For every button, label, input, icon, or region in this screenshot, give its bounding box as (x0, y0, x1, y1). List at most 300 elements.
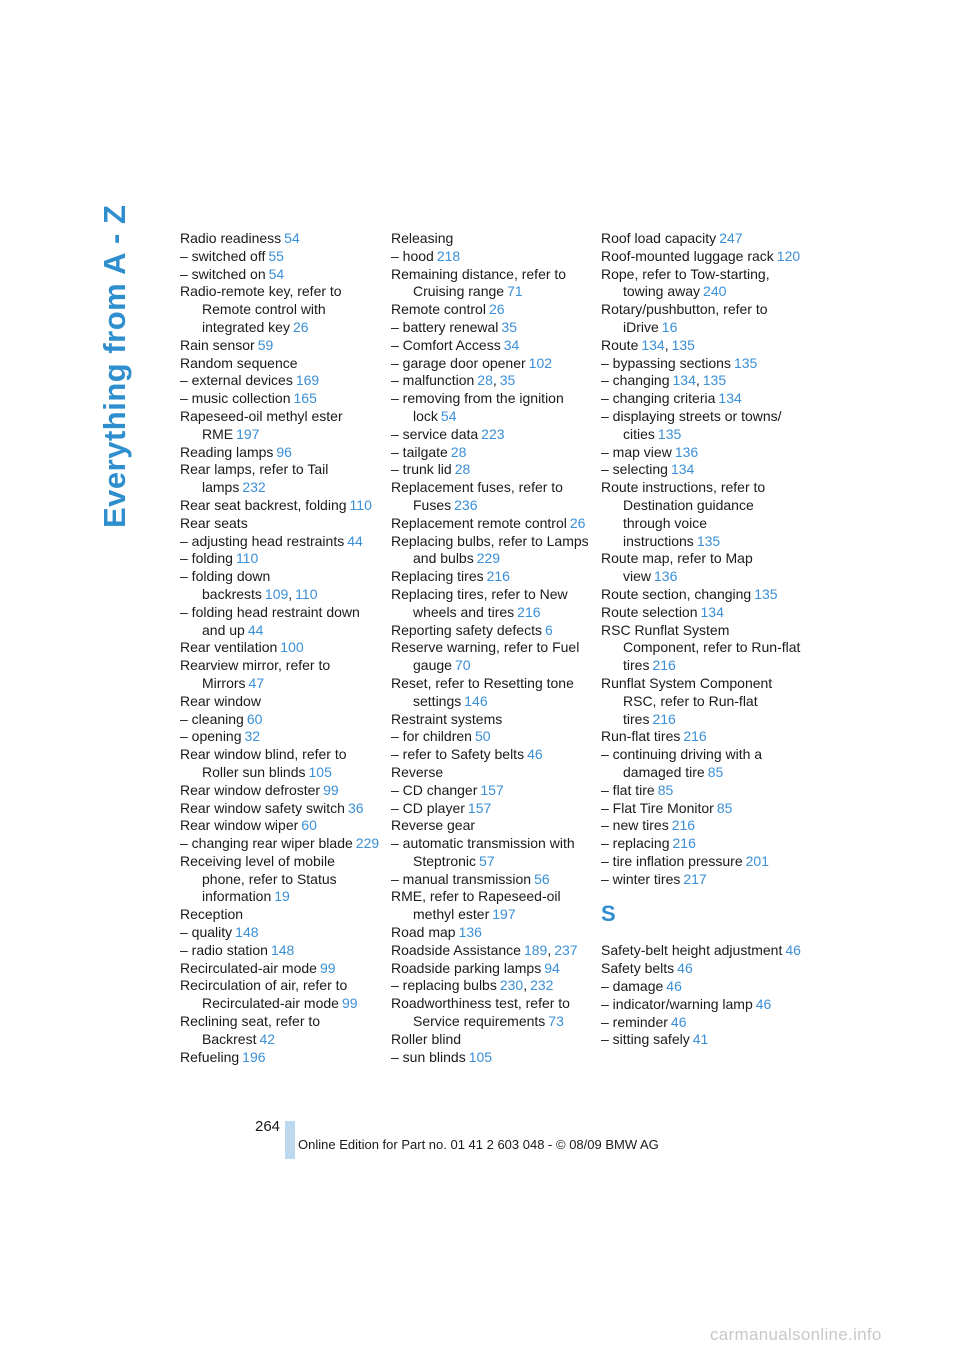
page-ref-link[interactable]: 73 (548, 1013, 564, 1030)
index-entry-term: Radio readiness (180, 230, 282, 246)
index-entry (391, 444, 591, 462)
index-entry (180, 355, 380, 373)
index-entry (601, 728, 801, 746)
index-entry-term: Safety-belt height adjustment (601, 942, 783, 959)
index-entry (391, 426, 591, 444)
index-entry (601, 675, 801, 728)
index-entry (180, 924, 380, 942)
index-entry-term: – automatic transmission with Steptronic (391, 835, 575, 869)
index-entry (601, 746, 801, 782)
index-entry-term: – malfunction (391, 372, 475, 389)
page-ref-link[interactable]: 236 (454, 496, 478, 513)
index-entry-term: Safety belts (601, 960, 675, 977)
index-entry (180, 248, 380, 266)
index-entry-term: Roadworthiness test, refer to Service requirements (391, 995, 570, 1030)
page-ref-link[interactable]: 135 (671, 336, 695, 353)
index-entry-term: – adjusting head restraints (180, 532, 345, 549)
index-entry (391, 390, 591, 426)
index-entry-term: Rearview mirror, refer to Mirrors (180, 657, 331, 691)
index-entry-term: Rotary/pushbutton, refer to iDrive (601, 301, 768, 335)
index-entry (601, 586, 801, 604)
page-ref-link[interactable]: 44 (247, 621, 264, 638)
section-letter: S (601, 901, 616, 927)
index-entry-term: – flat tire (601, 781, 655, 798)
index-entry-term: Rear seat backrest, folding (180, 496, 347, 513)
index-entry: Roadside Assistance 189, 237 (391, 941, 578, 958)
page-ref-link[interactable]: 134 (641, 336, 665, 353)
index-entry-term: – switched off (180, 247, 266, 264)
page-ref-link[interactable]: 146 (464, 692, 488, 709)
page-ref-link[interactable]: 109 (264, 585, 289, 602)
watermark: carmanualsonline.info (710, 1325, 882, 1344)
index-entry (601, 479, 801, 550)
index-entry-term: – indicator/warning lamp (601, 995, 753, 1012)
index-entry (391, 1031, 591, 1049)
index-entry (180, 408, 380, 444)
page-ref-link[interactable]: 96 (276, 443, 292, 460)
index-entry (180, 444, 380, 462)
page-ref-link[interactable]: 197 (236, 425, 260, 442)
index-entry: – folding down backrests 109, 110 (180, 568, 318, 602)
index-entry-term: RSC Runflat System Component, refer to Run-flat tires (601, 621, 801, 674)
index-entry (180, 266, 380, 284)
index-entry-term: Rapeseed-oil methyl ester RME (180, 407, 343, 442)
index-entry (180, 390, 380, 408)
index-entry-term: – sun blinds (391, 1048, 466, 1065)
index-entry-term: Reception (180, 906, 244, 923)
index-entry-term: Roof load capacity (601, 230, 717, 246)
page-ref-link[interactable]: 28 (450, 443, 467, 460)
page-ref-link[interactable]: 134 (700, 603, 724, 620)
index-entry (391, 355, 591, 373)
index-entry-term: Roof-mounted luggage rack (601, 247, 774, 264)
page-ref-link[interactable]: 35 (501, 318, 517, 335)
page-ref-link[interactable]: 44 (347, 532, 363, 549)
index-entry-term: – reminder (601, 1013, 668, 1030)
page-ref-link[interactable]: 217 (683, 870, 707, 887)
index-entry (180, 461, 380, 497)
page-ref-link[interactable]: 247 (719, 230, 743, 246)
index-entry (180, 533, 380, 551)
page-ref-link[interactable]: 165 (293, 390, 317, 407)
page-ref-link[interactable]: 35 (499, 372, 516, 389)
footer-text: Online Edition for Part no. 01 41 2 603 048 - © 08/09 BMW AG (298, 1137, 659, 1152)
page-ref-link[interactable]: 134 (718, 390, 742, 407)
index-entry-term: – changing criteria (601, 390, 716, 407)
index-entry-term: – service data (391, 425, 479, 442)
page-ref-link[interactable]: 232 (242, 479, 266, 496)
page-ref-link[interactable]: 32 (244, 728, 261, 745)
page-ref-link[interactable]: 46 (677, 960, 693, 977)
index-entry-term: – bypassing sections (601, 354, 731, 371)
index-entry-term: – refer to Safety belts (391, 746, 525, 763)
page-ref-link[interactable]: 232 (530, 977, 554, 994)
index-entry-term: – manual transmission (391, 870, 532, 887)
page-ref-link[interactable]: 46 (755, 995, 772, 1012)
index-entry-term: – tire inflation pressure (601, 852, 743, 869)
index-entry (391, 230, 591, 248)
page-ref-link[interactable]: 229 (355, 835, 380, 852)
page-ref-link[interactable]: 230 (499, 977, 524, 994)
page-ref-link[interactable]: 71 (507, 283, 523, 300)
index-entry (601, 871, 801, 889)
page-ref-link[interactable]: 135 (733, 354, 758, 371)
index-entry (391, 533, 591, 569)
index-entry (601, 853, 801, 871)
index-entry-term: – cleaning (180, 710, 244, 727)
page-ref-link[interactable]: 100 (280, 639, 304, 656)
index-entry-term: – opening (180, 728, 242, 745)
page-ref-link[interactable]: 46 (670, 1013, 687, 1030)
side-title-text: Everything from A - Z (97, 204, 132, 528)
index-entry (391, 746, 591, 764)
page-ref-link[interactable]: 59 (257, 336, 274, 353)
page-ref-link[interactable]: 60 (301, 817, 317, 834)
index-entry (391, 764, 591, 782)
index-entry (391, 728, 591, 746)
page-ref-link[interactable]: 57 (479, 852, 495, 869)
page-ref-link[interactable]: 26 (488, 301, 505, 318)
index-entry-term: – changing rear wiper blade (180, 835, 353, 852)
page-ref-link[interactable]: 99 (341, 995, 358, 1012)
index-entry-term: Reverse (391, 763, 444, 780)
index-entry-term: Road map (391, 924, 456, 941)
page-ref-link[interactable]: 134 (672, 372, 696, 389)
index-entry (391, 337, 591, 355)
index-entry-term: – radio station (180, 941, 268, 958)
index-entry-term: – CD player (391, 799, 465, 816)
index-entry-term: – Comfort Access (391, 336, 501, 353)
index-entry (180, 1049, 380, 1067)
page-ref-link[interactable]: 216 (652, 657, 676, 674)
index-entry (180, 977, 380, 1013)
page-ref-link[interactable]: 201 (745, 852, 769, 869)
index-entry (391, 675, 591, 711)
index-entry (391, 960, 591, 978)
page-ref-link[interactable]: 46 (666, 978, 682, 995)
index-entry (180, 372, 380, 390)
page-ref-link[interactable]: 99 (319, 959, 336, 976)
index-entry-term: – tailgate (391, 443, 448, 460)
index-entry-term: Reading lamps (180, 443, 274, 460)
page-ref-link[interactable]: 135 (754, 585, 778, 602)
index-entry-term: Reclining seat, refer to Backrest (180, 1013, 321, 1047)
index-entry (601, 444, 801, 462)
page-ref-link[interactable]: 54 (268, 265, 285, 282)
index-entry-term: – battery renewal (391, 318, 499, 335)
page-ref-link[interactable]: 54 (284, 230, 300, 246)
page-ref-link[interactable]: 157 (480, 781, 504, 798)
index-entry (391, 568, 591, 586)
index-entry-term: Receiving level of mobile phone, refer to Status information (180, 852, 337, 905)
index-entry-term: – winter tires (601, 870, 681, 887)
index-entry-term: Rear window blind, refer to Roller sun blinds (180, 746, 347, 780)
index-entry-term: Reverse gear (391, 817, 476, 834)
index-entry (180, 800, 380, 818)
index-entry (180, 230, 380, 248)
index-entry-term: Replacing tires (391, 568, 484, 585)
index-entry-term: Rear window wiper (180, 817, 299, 834)
index-entry-term: Route instructions, refer to Destination guidance through voice instructions (601, 479, 766, 549)
index-entry (180, 604, 380, 640)
page-ref-link[interactable]: 26 (569, 514, 586, 531)
index-entry-term: – for children (391, 728, 472, 745)
index-entry (391, 800, 591, 818)
page-ref-link[interactable]: 216 (652, 710, 676, 727)
index-entry-term: Releasing (391, 230, 454, 246)
index-column-1 (180, 230, 380, 1066)
page-ref-link[interactable]: 216 (671, 817, 696, 834)
page-ref-link[interactable]: 110 (295, 585, 318, 602)
index-entry-term: Roadside parking lamps (391, 959, 542, 976)
index-entry (391, 639, 591, 675)
index-entry-term: Random sequence (180, 354, 298, 371)
index-entry (601, 355, 801, 373)
page-number: 264 (255, 1118, 281, 1135)
index-entry (601, 1031, 801, 1049)
index-entry (391, 871, 591, 889)
page-ref-link[interactable]: 56 (534, 870, 550, 887)
index-entry (180, 1013, 380, 1049)
page-ref-link[interactable]: 216 (683, 728, 707, 745)
index-entry (601, 1014, 801, 1032)
page-ref-link[interactable]: 28 (454, 461, 471, 478)
page-ref-link[interactable]: 218 (436, 247, 461, 264)
index-entry-term: – map view (601, 443, 672, 460)
index-entry (391, 479, 591, 515)
index-entry-term: Rear seats (180, 514, 248, 531)
index-entry-term: – external devices (180, 372, 293, 389)
index-entry (180, 550, 380, 568)
index-entry (180, 283, 380, 336)
page-ref-link[interactable]: 36 (347, 799, 364, 816)
page-ref-link[interactable]: 169 (295, 372, 320, 389)
page-ref-link[interactable]: 237 (554, 941, 578, 958)
index-entry-term: Replacing bulbs, refer to Lamps and bulbs (391, 532, 589, 567)
page-ref-link[interactable]: 60 (246, 710, 263, 727)
index-entry (391, 995, 591, 1031)
index-entry-term: – replacing bulbs (391, 977, 497, 994)
index-entry-term: – removing from the ignition lock (391, 390, 564, 424)
index-entry-term: – new tires (601, 817, 669, 834)
index-entry (180, 497, 380, 515)
index-column-2 (391, 230, 591, 1066)
index-entry-term: Replacement remote control (391, 514, 567, 531)
index-entry-term: Rear lamps, refer to Tail lamps (180, 461, 329, 496)
page-ref-link[interactable]: 26 (292, 318, 309, 335)
page-ref-link[interactable]: 148 (235, 924, 259, 941)
index-entry (180, 835, 380, 853)
page-ref-link[interactable]: 136 (654, 568, 678, 585)
index-entry (391, 711, 591, 729)
page-ref-link[interactable]: 70 (454, 657, 471, 674)
index-entry (391, 461, 591, 479)
index-entry (601, 230, 801, 248)
page-ref-link[interactable]: 34 (503, 336, 520, 353)
index-entry (180, 942, 380, 960)
index-entry-term: Rope, refer to Tow-starting, towing away (601, 265, 770, 300)
index-entry (601, 390, 801, 408)
index-entry (391, 515, 591, 533)
index-entry-term: Rain sensor (180, 336, 255, 353)
index-entry: – replacing bulbs 230, 232 (391, 977, 554, 994)
page-ref-link[interactable]: 85 (716, 799, 733, 816)
page-ref-link[interactable]: 216 (672, 835, 696, 852)
index-entry-term: Route selection (601, 603, 698, 620)
index-entry (601, 408, 801, 444)
index-entry (601, 978, 801, 996)
index-entry (180, 906, 380, 924)
index-entry-term: Recirculation of air, refer to Recirculated-air mode (180, 977, 348, 1012)
index-entry (180, 728, 380, 746)
page-ref-link[interactable]: 46 (785, 942, 801, 959)
index-entry (601, 996, 801, 1014)
page-ref-link[interactable]: 120 (776, 247, 801, 264)
index-entry-term: Roller blind (391, 1030, 462, 1047)
page-ref-link[interactable]: 135 (696, 532, 721, 549)
index-entry-term: Replacing tires, refer to New wheels and tires (391, 585, 568, 620)
page-ref-link[interactable]: 223 (481, 425, 505, 442)
index-entry-term: Reserve warning, refer to Fuel gauge (391, 639, 580, 674)
page-ref-link[interactable]: 134 (670, 461, 695, 478)
page-ref-link[interactable]: 85 (657, 781, 674, 798)
page-ref-link[interactable]: 28 (477, 372, 493, 389)
page-ref-link[interactable]: 54 (440, 407, 457, 424)
index-entry-term: – continuing driving with a damaged tire (601, 746, 763, 780)
index-entry-term: Route section, changing (601, 585, 752, 602)
index-entry-term: Restraint systems (391, 710, 503, 727)
index-entry-term: Recirculated-air mode (180, 959, 317, 976)
page-ref-link[interactable]: 85 (707, 763, 724, 780)
index-entry (180, 337, 380, 355)
page-ref-link[interactable]: 42 (259, 1030, 276, 1047)
index-entry-term: Rear window (180, 692, 261, 709)
page-ref-link[interactable]: 240 (703, 283, 727, 300)
index-entry (601, 782, 801, 800)
index-entry (391, 622, 591, 640)
page-ref-link[interactable]: 55 (268, 247, 284, 264)
page-ref-link[interactable]: 197 (492, 906, 516, 923)
index-entry (180, 711, 380, 729)
page-ref-link[interactable]: 136 (458, 924, 482, 941)
index-entry-term: – folding (180, 550, 233, 567)
index-entry-term: Replacement fuses, refer to Fuses (391, 479, 563, 513)
index-entry (601, 266, 801, 302)
page-ref-link[interactable]: 216 (486, 568, 510, 585)
page-ref-link[interactable]: 99 (323, 781, 339, 798)
index-entry: Route 134, 135 (601, 336, 695, 353)
page-ref-link[interactable]: 110 (235, 550, 259, 567)
page-ref-link[interactable]: 135 (657, 425, 682, 442)
page-ref-link[interactable]: 41 (692, 1031, 709, 1048)
page-ref-link[interactable]: 94 (544, 959, 560, 976)
page-ref-link[interactable]: 50 (474, 728, 491, 745)
index-entry (180, 515, 380, 533)
page-ref-link[interactable]: 102 (528, 354, 553, 371)
index-entry-term: – folding down backrests (180, 568, 271, 602)
index-entry (180, 853, 380, 906)
index-entry (601, 461, 801, 479)
index-entry (601, 800, 801, 818)
footer-bar (285, 1121, 295, 1159)
index-entry (180, 657, 380, 693)
index-entry: – malfunction 28, 35 (391, 372, 516, 389)
index-entry-term: – trunk lid (391, 461, 452, 478)
index-entry (601, 550, 801, 586)
page-ref-link[interactable]: 6 (544, 621, 553, 638)
index-entry (180, 817, 380, 835)
index-entry (391, 817, 591, 835)
index-entry-term: Remote control (391, 301, 486, 318)
index-entry-term: Rear ventilation (180, 639, 278, 656)
page-ref-link[interactable]: 229 (476, 550, 501, 567)
index-entry-term: Reporting safety defects (391, 621, 542, 638)
index-entry-term: Rear window defroster (180, 781, 321, 798)
index-entry (180, 639, 380, 657)
side-title (97, 204, 157, 530)
index-entry (391, 924, 591, 942)
page-ref-link[interactable]: 148 (270, 941, 295, 958)
index-entry-term: – changing (601, 372, 670, 389)
index-entry (391, 266, 591, 302)
index-entry (601, 604, 801, 622)
index-entry-term: – sitting safely (601, 1031, 690, 1048)
index-entry-term: – hood (391, 247, 434, 264)
index-entry-term: – CD changer (391, 781, 478, 798)
index-entry (391, 1049, 591, 1067)
page-ref-link[interactable]: 105 (468, 1048, 493, 1065)
page-ref-link[interactable]: 47 (248, 674, 265, 691)
index-entry-term: – garage door opener (391, 354, 526, 371)
page-ref-link[interactable]: 19 (274, 888, 290, 905)
index-entry (180, 960, 380, 978)
index-entry-term: Run-flat tires (601, 728, 681, 745)
index-entry (601, 835, 801, 853)
index-entry-term: – displaying streets or towns/ cities (601, 407, 782, 442)
index-entry-term: Remaining distance, refer to Cruising range (391, 265, 567, 300)
index-entry-term: RME, refer to Rapeseed-oil methyl ester (391, 888, 561, 923)
index-entry-term: – music collection (180, 390, 291, 407)
page-ref-link[interactable]: 216 (517, 603, 541, 620)
index-entry (391, 248, 591, 266)
index-entry (601, 622, 801, 675)
index-entry (391, 586, 591, 622)
index-entry (180, 746, 380, 782)
index-entry-term: – folding head restraint down and up (180, 603, 360, 638)
index-entry-term: Runflat System Component RSC, refer to Run-flat tires (601, 674, 773, 727)
index-entry-term: – replacing (601, 835, 670, 852)
index-entry-term: Refueling (180, 1048, 240, 1065)
index-entry (391, 835, 591, 871)
page-ref-link[interactable]: 157 (467, 799, 492, 816)
page-ref-link[interactable]: 46 (527, 746, 543, 763)
page-ref-link[interactable]: 189 (523, 941, 548, 958)
page-ref-link[interactable]: 135 (702, 372, 727, 389)
index-column-3 (601, 230, 801, 1049)
page-ref-link[interactable]: 196 (242, 1048, 266, 1065)
index-entry-term: Radio-remote key, refer to Remote control with integrated key (180, 283, 342, 335)
index-entry-term: – selecting (601, 461, 668, 478)
index-entry: – changing 134, 135 (601, 372, 727, 389)
page-ref-link[interactable]: 105 (308, 763, 332, 780)
index-entry-term: – switched on (180, 265, 266, 282)
index-entry (391, 888, 591, 924)
page-ref-link[interactable]: 110 (349, 496, 372, 513)
page-ref-link[interactable]: 136 (674, 443, 699, 460)
index-entry-term: Route map, refer to Map view (601, 550, 753, 585)
index-entry (601, 942, 801, 960)
page-ref-link[interactable]: 16 (661, 318, 678, 335)
